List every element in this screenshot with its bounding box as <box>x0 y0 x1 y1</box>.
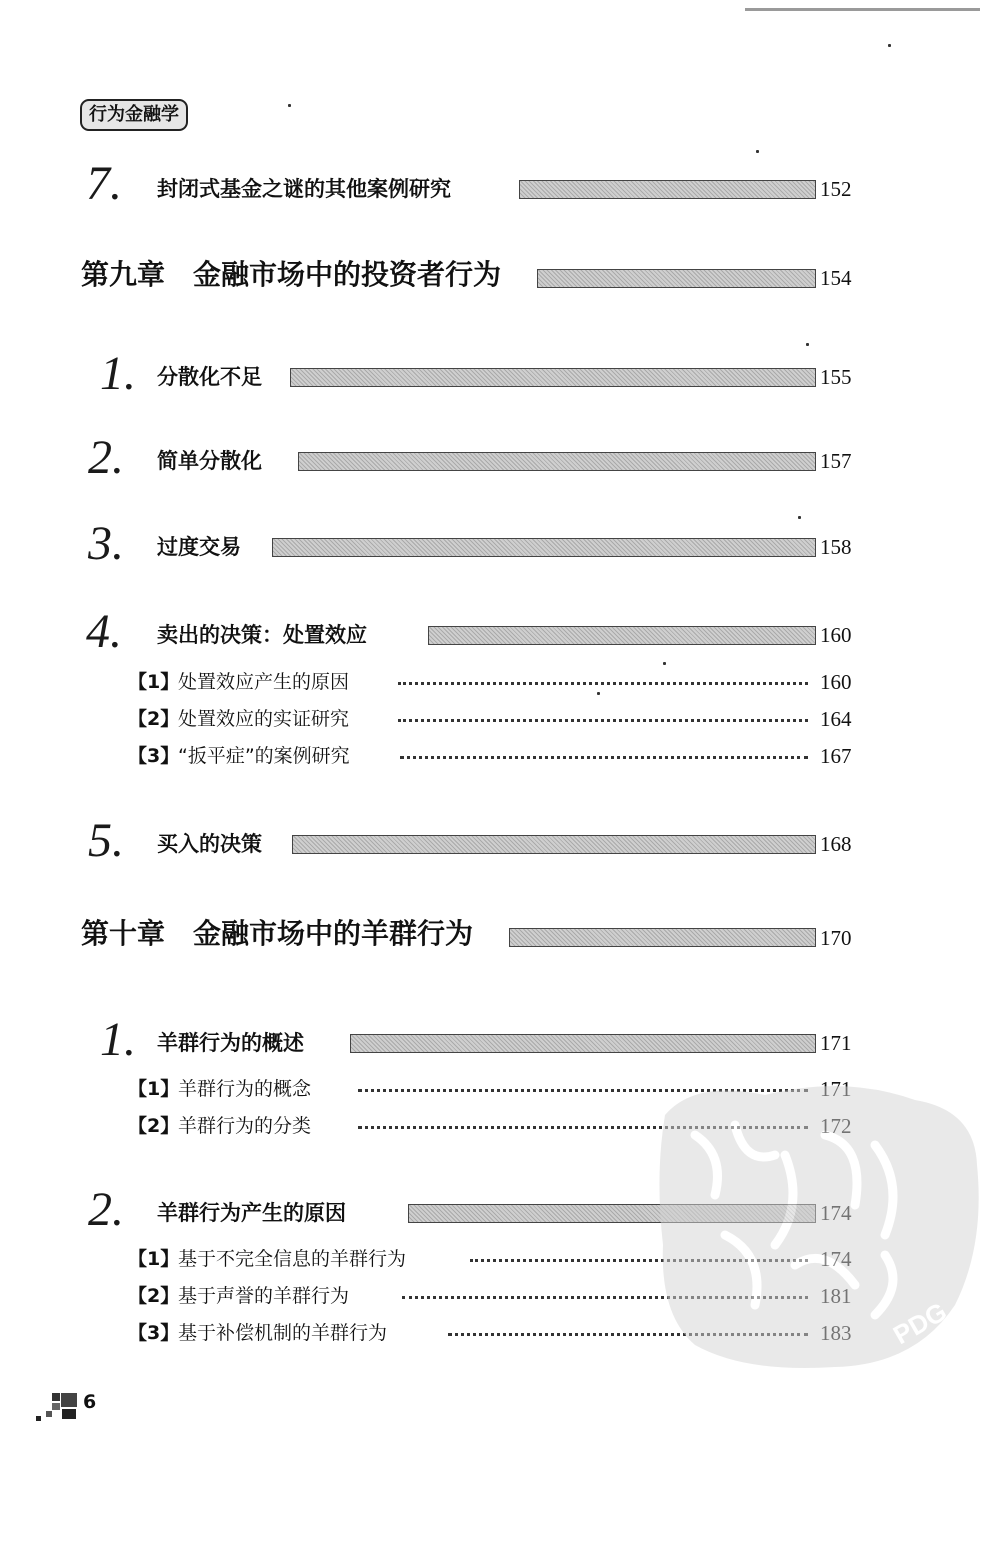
subsection-number: 【2】 <box>128 1115 180 1137</box>
subsection-title: 处置效应产生的原因 <box>178 671 350 693</box>
book-title-tag: 行为金融学 <box>80 99 188 131</box>
scan-speck <box>888 44 891 47</box>
subsection-title: 羊群行为的分类 <box>178 1115 312 1137</box>
page-number: 171 <box>820 1031 852 1055</box>
scan-speck <box>288 104 291 107</box>
leader-dots <box>400 756 808 759</box>
leader-bar <box>272 538 816 557</box>
leader-bar <box>298 452 816 471</box>
leader-bar <box>290 368 816 387</box>
watermark-text: PDG <box>888 1296 952 1351</box>
subsection-title: 处置效应的实证研究 <box>178 708 350 730</box>
page-number: 160 <box>820 670 852 694</box>
leader-bar <box>537 269 816 288</box>
leader-bar <box>292 835 816 854</box>
section-title: 简单分散化 <box>157 449 262 473</box>
pdg-watermark-stamp <box>655 1075 983 1375</box>
footer-squares-icon <box>32 1390 82 1424</box>
leader-bar <box>519 180 816 199</box>
subsection-number: 【2】 <box>128 708 180 730</box>
subsection-title: 基于声誉的羊群行为 <box>178 1285 350 1307</box>
section-title: 卖出的决策：处置效应 <box>157 623 367 647</box>
section-title: 封闭式基金之谜的其他案例研究 <box>157 177 451 201</box>
page-number: 154 <box>820 266 852 290</box>
leader-bar <box>350 1034 816 1053</box>
section-number: 1. <box>100 1013 136 1066</box>
leader-dots <box>398 682 808 685</box>
page-number: 164 <box>820 707 852 731</box>
page-number: 158 <box>820 535 852 559</box>
section-number: 1. <box>100 347 136 400</box>
scan-speck <box>597 692 600 695</box>
scan-speck <box>663 662 666 665</box>
subsection-title: “扳平症”的案例研究 <box>178 745 350 767</box>
page-number: 152 <box>820 177 852 201</box>
leader-bar <box>509 928 816 947</box>
section-title: 羊群行为的概述 <box>157 1031 304 1055</box>
subsection-title: 基于不完全信息的羊群行为 <box>178 1248 407 1270</box>
section-number: 4. <box>86 605 122 658</box>
page-number: 157 <box>820 449 852 473</box>
subsection-number: 【3】 <box>128 745 180 767</box>
page-footer-number: 6 <box>83 1391 97 1413</box>
chapter-title: 第九章 金融市场中的投资者行为 <box>81 258 502 291</box>
leader-bar <box>428 626 816 645</box>
section-title: 羊群行为产生的原因 <box>157 1201 346 1225</box>
page-number: 168 <box>820 832 852 856</box>
subsection-number: 【1】 <box>128 1078 180 1100</box>
subsection-number: 【3】 <box>128 1322 180 1344</box>
section-title: 买入的决策 <box>157 832 262 856</box>
page-number: 155 <box>820 365 852 389</box>
section-number: 2. <box>88 1183 124 1236</box>
leader-dots <box>398 719 808 722</box>
subsection-number: 【1】 <box>128 671 180 693</box>
top-rule <box>745 8 980 11</box>
section-number: 3. <box>88 517 124 570</box>
subsection-title: 基于补偿机制的羊群行为 <box>178 1322 388 1344</box>
section-title: 分散化不足 <box>157 365 262 389</box>
page-number: 167 <box>820 744 852 768</box>
section-number: 2. <box>88 431 124 484</box>
section-number: 5. <box>88 814 124 867</box>
section-title: 过度交易 <box>157 535 241 559</box>
scan-speck <box>756 150 759 153</box>
page-number: 170 <box>820 926 852 950</box>
chapter-title: 第十章 金融市场中的羊群行为 <box>81 917 474 950</box>
section-number: 7. <box>86 157 122 210</box>
page-number: 160 <box>820 623 852 647</box>
scan-speck <box>806 343 809 346</box>
subsection-title: 羊群行为的概念 <box>178 1078 312 1100</box>
subsection-number: 【2】 <box>128 1285 180 1307</box>
subsection-number: 【1】 <box>128 1248 180 1270</box>
scan-speck <box>798 516 801 519</box>
